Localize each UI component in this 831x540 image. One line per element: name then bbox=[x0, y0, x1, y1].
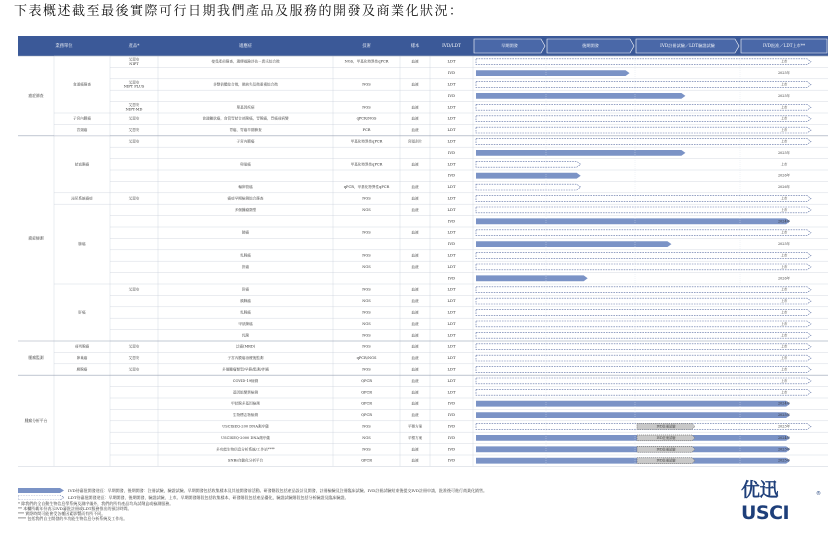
header-indication: 適應症 bbox=[239, 44, 252, 49]
row-sample: 血液 bbox=[411, 310, 419, 315]
row-status: 上市 bbox=[780, 82, 788, 87]
row-sample: 血液 bbox=[411, 333, 419, 338]
row-status: 上市 bbox=[780, 207, 788, 212]
row-tech: NGS bbox=[362, 424, 371, 429]
row-type: LDT bbox=[447, 252, 456, 258]
row-status: 上市 bbox=[780, 105, 788, 110]
pipeline-bar bbox=[476, 378, 811, 384]
stage-box-label: IVD註冊試驗 bbox=[656, 435, 676, 440]
row-tech: NGS bbox=[362, 264, 371, 269]
group-label: 癌症篩查 bbox=[28, 92, 44, 98]
row-sample: 血液 bbox=[411, 287, 419, 292]
row-indication: 輸卵管癌 bbox=[238, 185, 253, 190]
row-status: 2026年 bbox=[777, 185, 791, 190]
pipeline-bar bbox=[476, 275, 588, 281]
row-indication: 生物標志物檢測 bbox=[232, 413, 259, 418]
pipeline-bar bbox=[476, 82, 811, 88]
header-stage4: IVD批准／LDT上市** bbox=[762, 43, 806, 48]
row-type: LDT bbox=[447, 366, 456, 372]
row-indication: USCISEQ-200 DNA測序儀 bbox=[222, 424, 269, 429]
row-tech: qPCR/NGS bbox=[356, 356, 377, 361]
row-product: 艾思安 bbox=[128, 367, 140, 372]
row-status: 上市 bbox=[780, 310, 788, 315]
stage-box-label: IVD註冊試驗 bbox=[656, 447, 676, 452]
header-stage1: 早期開發 bbox=[501, 43, 518, 48]
row-type: IVD bbox=[447, 218, 456, 224]
row-type: IVD bbox=[447, 70, 456, 76]
row-tech: NGS bbox=[362, 82, 371, 87]
subgroup-label: 子宮內膜癌 bbox=[73, 116, 91, 121]
row-sample: 血液 bbox=[411, 116, 419, 121]
row-type: LDT bbox=[447, 195, 456, 201]
row-status: 上市 bbox=[780, 390, 788, 395]
group-label: 癌症檢測 bbox=[28, 235, 44, 241]
row-product: NIPT-MD bbox=[125, 107, 143, 112]
header-stage2: 後期開發 bbox=[582, 43, 599, 48]
header-unit: 業務單位 bbox=[55, 44, 73, 49]
pipeline-bar bbox=[476, 161, 581, 167]
row-type: IVD bbox=[447, 400, 456, 406]
row-tech: 甲基化特異性qPCR bbox=[350, 162, 383, 167]
row-tech: qPCR/NGS bbox=[356, 116, 377, 121]
row-type: LDT bbox=[447, 138, 456, 144]
row-tech: NGS bbox=[362, 321, 371, 326]
legend-text: LDT待審批開發途徑：早期開發，後期開發，驗證試驗，上市。早期開發階段包括收集樣本，研發階段包括產品優化，驗證試驗階段包括分析驗證及臨床驗證。 bbox=[68, 495, 349, 500]
row-tech: NGS bbox=[362, 367, 371, 372]
row-status: 2023年 bbox=[777, 424, 791, 429]
header-ivd-ldt: IVD/LDT bbox=[442, 44, 461, 49]
row-status: 上市 bbox=[780, 230, 788, 235]
row-sample: 血液 bbox=[411, 253, 419, 258]
pipeline-bar bbox=[476, 389, 811, 395]
row-product: NIPT PLUS bbox=[123, 84, 145, 89]
row-sample: 血液 bbox=[411, 367, 419, 372]
row-type: LDT bbox=[447, 161, 456, 167]
row-type: LDT bbox=[447, 127, 456, 133]
pipeline-bar bbox=[476, 321, 811, 327]
pipeline-bar bbox=[476, 310, 811, 316]
legend-item bbox=[18, 487, 718, 494]
row-type: LDT bbox=[447, 286, 456, 292]
row-status: 2026年 bbox=[777, 173, 791, 178]
pipeline-bar bbox=[476, 196, 811, 202]
subgroup-label: 食道癌篩查 bbox=[73, 82, 91, 87]
row-type: IVD bbox=[447, 241, 456, 247]
pipeline-bar bbox=[476, 367, 811, 373]
row-indication: 肝癌 bbox=[241, 264, 250, 269]
row-type: IVD bbox=[447, 423, 456, 429]
row-tech: QPCR bbox=[361, 458, 372, 463]
row-indication: 泛癌(MRD) bbox=[235, 344, 256, 349]
pipeline-bar bbox=[476, 93, 685, 99]
row-status: 上市 bbox=[780, 333, 788, 338]
row-sample: 血液 bbox=[411, 458, 419, 463]
row-status: 2024年 bbox=[777, 401, 791, 406]
row-sample: 血液 bbox=[411, 447, 419, 452]
pipeline-bar bbox=[476, 127, 811, 133]
row-type: LDT bbox=[447, 81, 456, 87]
row-type: LDT bbox=[447, 389, 456, 395]
row-tech: NGS bbox=[362, 207, 371, 212]
header-sample: 樣本 bbox=[410, 44, 420, 49]
row-type: LDT bbox=[447, 104, 456, 110]
subgroup-label: 肺癌 bbox=[78, 242, 86, 247]
row-type: IVD bbox=[447, 457, 456, 463]
row-indication: 胰腺癌 bbox=[240, 299, 251, 304]
row-sample: 血液 bbox=[411, 105, 419, 110]
row-tech: QPCR bbox=[361, 378, 372, 383]
row-status: 2023年 bbox=[777, 447, 791, 452]
row-product: 艾思安 bbox=[128, 356, 140, 361]
pipeline-bar bbox=[476, 173, 581, 179]
row-type: LDT bbox=[447, 377, 456, 383]
row-status: 2025年 bbox=[777, 150, 791, 155]
row-product: 艾思安 bbox=[128, 139, 140, 144]
row-product: 艾思安 bbox=[128, 128, 140, 133]
row-type: IVD bbox=[447, 92, 456, 98]
row-type: IVD bbox=[447, 172, 456, 178]
row-status: 上市 bbox=[780, 196, 788, 201]
row-product: 艾思安 bbox=[128, 103, 140, 108]
row-sample: 血液 bbox=[411, 321, 419, 326]
pipeline-bar bbox=[476, 458, 790, 464]
row-status: 上市 bbox=[780, 321, 788, 326]
pipeline-bar bbox=[476, 446, 790, 452]
row-status: 2024年 bbox=[777, 219, 791, 224]
row-indication: 接受產前篩查，遺傳風險評估－唐氏綜合徵 bbox=[211, 59, 280, 64]
row-type: LDT bbox=[447, 263, 456, 269]
row-indication: 子宮內膜癌治療後監測 bbox=[227, 356, 264, 361]
row-status: 上市 bbox=[780, 356, 788, 361]
row-indication: 多個腫瘤類型 bbox=[234, 207, 257, 212]
row-status: 上市 bbox=[780, 253, 788, 258]
footnote-line: **** 包括我們自主開發的多功能生物信息分析系統及工作站。 bbox=[18, 516, 128, 521]
group-label: 腫瘤監測 bbox=[28, 355, 44, 361]
row-status: 上市 bbox=[780, 344, 788, 349]
row-sample: 平穩方案 bbox=[407, 424, 423, 429]
pipeline-bar bbox=[476, 412, 790, 418]
pipeline-bar bbox=[476, 355, 811, 361]
pipeline-bar bbox=[476, 59, 811, 65]
legend-item bbox=[18, 494, 718, 501]
footnotes bbox=[18, 487, 718, 521]
row-sample: 宮頸刮片 bbox=[407, 139, 423, 144]
row-product: 艾思安 bbox=[128, 344, 140, 349]
row-sample: 血液 bbox=[411, 230, 419, 235]
row-tech: NGS bbox=[362, 230, 371, 235]
pipeline-bar bbox=[476, 344, 811, 350]
row-status: 上市 bbox=[780, 59, 788, 64]
row-product: 艾思安 bbox=[128, 196, 140, 201]
row-indication: 甲狀腺多基因檢測 bbox=[231, 401, 260, 406]
row-indication: USCISEQ-2000 DNA測序儀 bbox=[221, 435, 270, 440]
row-indication: 食道鱗狀癌，食管胃結合部腺癌，胃腺癌，胃癌前病變 bbox=[202, 116, 289, 121]
pipeline-bar bbox=[476, 218, 790, 224]
pipeline-bar bbox=[476, 253, 811, 259]
stage-box-label: IVD註冊試驗 bbox=[656, 424, 676, 429]
row-type: LDT bbox=[447, 309, 456, 315]
row-tech: QPCR bbox=[361, 390, 372, 395]
row-indication: 卵巢癌 bbox=[240, 162, 251, 167]
row-tech: NGS bbox=[362, 447, 371, 452]
pipeline-bar bbox=[476, 150, 685, 156]
row-indication: 子宮內膜癌 bbox=[236, 139, 255, 144]
pipeline-bar bbox=[476, 104, 811, 110]
row-type: LDT bbox=[447, 355, 456, 361]
row-sample: 血液 bbox=[411, 299, 419, 304]
row-tech: QPCR bbox=[361, 401, 372, 406]
row-indication: 多個腫瘤類型/早篩/監測/伴隨 bbox=[222, 367, 269, 372]
footnote-line: *** 實際時間可能會受各種因素影響而有所不同。 bbox=[18, 511, 106, 516]
subgroup-label: 泌尿系統癌症 bbox=[71, 196, 93, 201]
row-status: 2025年 bbox=[777, 93, 791, 98]
subgroup-label: 胰腺癌 bbox=[76, 367, 88, 372]
subgroup-label: 前列腺癌 bbox=[74, 344, 90, 349]
row-sample: 血液 bbox=[411, 59, 419, 64]
row-type: IVD bbox=[447, 446, 456, 452]
footnote-line: * 除我們的全自動生物信息學系統及測序儀外，我們的所有產品均為試劑盒或檢測服務。 bbox=[18, 501, 174, 506]
row-status: 2025年 bbox=[777, 413, 791, 418]
pipeline-table bbox=[18, 36, 830, 483]
row-sample: 血液 bbox=[411, 356, 419, 361]
pipeline-bar bbox=[476, 184, 581, 190]
row-indication: 單基因疾病 bbox=[236, 105, 255, 110]
legend-dashed-arrow-icon bbox=[18, 495, 64, 500]
row-tech: NGS bbox=[362, 299, 371, 304]
row-sample: 血液 bbox=[411, 128, 419, 133]
pipeline-bar bbox=[476, 435, 790, 441]
row-status: 上市 bbox=[780, 264, 788, 269]
row-type: IVD bbox=[447, 412, 456, 418]
row-sample: 血液 bbox=[411, 401, 419, 406]
pipeline-bar bbox=[476, 116, 811, 122]
row-tech: QPCR bbox=[361, 413, 372, 418]
row-status: 2025年 bbox=[777, 71, 791, 76]
row-tech: NGS bbox=[362, 310, 371, 315]
row-indication: 癌症早期檢測綜合篩查 bbox=[227, 196, 264, 201]
row-status: 上市 bbox=[780, 162, 788, 167]
row-indication: 多功能生物信息分析系統/工作站**** bbox=[216, 447, 275, 452]
row-tech: NGS bbox=[362, 344, 371, 349]
row-type: LDT bbox=[447, 229, 456, 235]
pipeline-bar bbox=[476, 401, 790, 407]
row-sample: 血液 bbox=[411, 344, 419, 349]
row-type: LDT bbox=[447, 320, 456, 326]
row-type: LDT bbox=[447, 58, 456, 64]
row-status: 2025年 bbox=[777, 242, 791, 247]
pipeline-bar bbox=[476, 70, 630, 76]
pipeline-table-svg bbox=[18, 36, 830, 483]
row-sample: 血液 bbox=[411, 82, 419, 87]
row-indication: 乳腺癌 bbox=[240, 253, 251, 258]
pipeline-bar bbox=[476, 298, 811, 304]
row-sample: 平穩方案 bbox=[407, 435, 423, 440]
group-label: 腫瘤分析平台 bbox=[24, 417, 48, 423]
stage-box-label: IVD註冊試驗 bbox=[656, 458, 676, 463]
row-type: LDT bbox=[447, 343, 456, 349]
legend-text: IVD待審批開發途徑：早期開發，後期開發：注冊試驗，驗證試驗。早期開發包括收集樣本及其他開發前活動。研發階段包括產品設計及開發，註冊檢驗及注冊臨床試驗。IVD註冊試驗結束後提交IVD註冊申請，批准後可進行商業化銷售。 bbox=[68, 488, 488, 493]
row-status: 上市 bbox=[780, 128, 788, 133]
header-product: 產品* bbox=[128, 44, 140, 49]
row-indication: 乳腺 bbox=[241, 333, 250, 338]
pipeline-bar bbox=[476, 264, 811, 270]
row-indication: 肺癌 bbox=[241, 230, 250, 235]
row-product: 艾思安 bbox=[128, 57, 140, 62]
row-product: 艾思安 bbox=[128, 116, 140, 121]
row-indication: 基因組變異檢測 bbox=[232, 390, 259, 395]
row-type: IVD bbox=[447, 434, 456, 440]
subgroup-label: 結直腸癌 bbox=[74, 162, 90, 167]
row-type: IVD bbox=[447, 275, 456, 281]
row-tech: NGS bbox=[362, 435, 371, 440]
row-sample: 血液 bbox=[411, 207, 419, 212]
row-sample: 血液 bbox=[411, 378, 419, 383]
row-product: 艾思安 bbox=[128, 287, 140, 292]
row-indication: 胃癌，胃癌早期篩查 bbox=[229, 128, 262, 133]
row-type: LDT bbox=[447, 184, 456, 190]
row-status: 上市 bbox=[780, 139, 788, 144]
row-status: 2026年 bbox=[777, 276, 791, 281]
row-indication: 乳腺癌 bbox=[240, 310, 251, 315]
pipeline-bar bbox=[476, 332, 811, 338]
row-tech: NGS bbox=[362, 333, 371, 338]
row-tech: NGS bbox=[362, 105, 371, 110]
row-tech: qPCR，甲基化特異性qPCR bbox=[343, 185, 390, 190]
row-type: LDT bbox=[447, 298, 456, 304]
row-type: LDT bbox=[447, 115, 456, 121]
pipeline-bar bbox=[476, 241, 671, 247]
pipeline-bar bbox=[476, 207, 811, 213]
row-sample: 血液 bbox=[411, 185, 419, 190]
pipeline-bar bbox=[476, 230, 811, 236]
row-indication: 肝癌 bbox=[241, 287, 250, 292]
row-product: NIPT bbox=[129, 61, 139, 66]
pipeline-bar bbox=[476, 139, 811, 145]
row-sample: 血液 bbox=[411, 390, 419, 395]
row-tech: NGS bbox=[362, 196, 371, 201]
row-status: 上市 bbox=[780, 367, 788, 372]
row-status: 上市 bbox=[780, 116, 788, 121]
subgroup-label: 肝癌 bbox=[78, 310, 86, 315]
row-tech: 甲基化特異性qPCR bbox=[350, 139, 383, 144]
footnote-line: ** 本欄所載年份表示IVD審批註冊或LDT服務推出的預計時間。 bbox=[18, 506, 132, 511]
row-type: LDT bbox=[447, 206, 456, 212]
brand-logo bbox=[741, 478, 821, 524]
row-sample: 血液 bbox=[411, 264, 419, 269]
row-type: IVD bbox=[447, 149, 456, 155]
row-tech: NGS，甲基化特異性qPCR bbox=[344, 59, 389, 64]
row-sample: 血液 bbox=[411, 162, 419, 167]
row-type: LDT bbox=[447, 332, 456, 338]
row-tech: PCR bbox=[362, 128, 371, 133]
legend-solid-arrow-icon bbox=[18, 488, 64, 493]
header-stage3: IVD註冊試驗／LDT驗證試驗 bbox=[660, 43, 715, 48]
row-tech: NGS bbox=[362, 253, 371, 258]
row-status: 上市 bbox=[780, 299, 788, 304]
row-status: 2025年 bbox=[777, 458, 791, 463]
row-status: 2024年 bbox=[777, 435, 791, 440]
row-status: 上市 bbox=[780, 287, 788, 292]
row-status: 上市 bbox=[780, 378, 788, 383]
subgroup-label: 卵巢癌 bbox=[76, 356, 88, 361]
pipeline-bar bbox=[476, 287, 811, 293]
page-heading: 下表概述截至最後實際可行日期我們產品及服務的開發及商業化狀況： bbox=[14, 4, 464, 19]
row-indication: 甲狀腺癌 bbox=[238, 321, 253, 326]
row-indication: 非整倍體綜合徵，微缺失及微重複綜合徵 bbox=[213, 82, 278, 87]
row-tech: NGS bbox=[362, 287, 371, 292]
row-sample: 血液 bbox=[411, 413, 419, 418]
header-tech: 技術 bbox=[362, 44, 371, 49]
row-indication: SNBs自動化分析平台 bbox=[227, 458, 264, 463]
brand-logo-text: 优迅USCI bbox=[741, 478, 790, 524]
subgroup-label: 宮頸癌 bbox=[76, 128, 88, 133]
row-sample: 血液 bbox=[411, 196, 419, 201]
row-indication: COVID-19檢測 bbox=[232, 378, 259, 383]
row-product: 艾思安 bbox=[128, 80, 140, 85]
registered-mark: ® bbox=[816, 491, 821, 497]
